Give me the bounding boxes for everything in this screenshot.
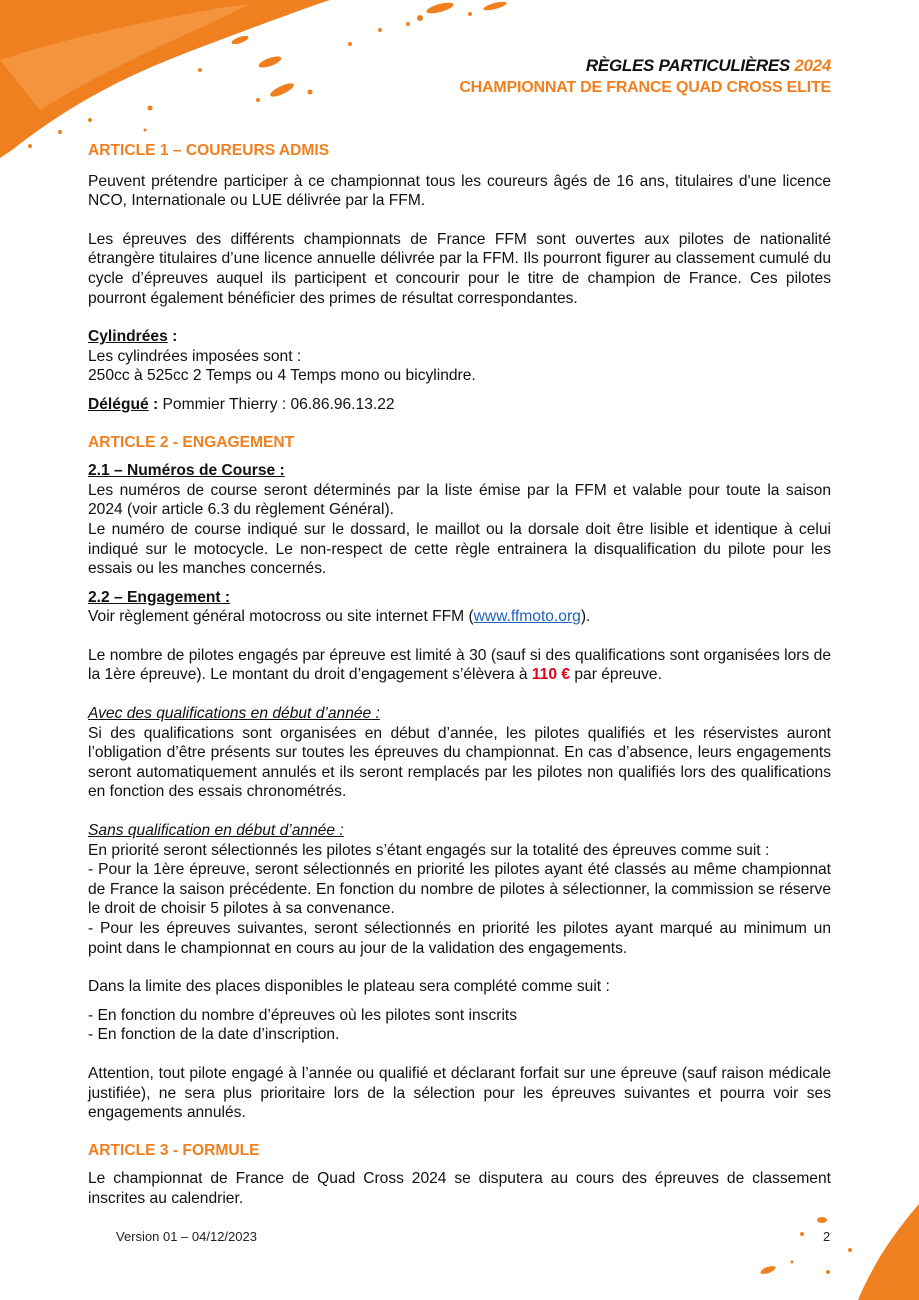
section-2-2-paragraph-2: Le nombre de pilotes engagés par épreuve est limité à 30 (sauf si des qualifications sont organisées lors de la 1ère épreuve). Le montant du droit d’engagement s’élèvera à 110 € par épreuve. (88, 646, 831, 684)
section-2-1-paragraph-1: Les numéros de course seront déterminés par la liste émise par la FFM et valable pour toute la saison 2024 (voir article 6.3 du règlement Général). (88, 481, 831, 519)
article1-paragraph-1: Peuvent prétendre participer à ce championnat tous les coureurs âgés de 16 ans, titulaires d'une licence NCO, Internationale ou LUE délivrée par la FFM. (88, 172, 831, 210)
footer-version: Version 01 – 04/12/2023 (116, 1229, 257, 1244)
delegue-label: Délégué (88, 395, 149, 413)
avec-qualifications-text: Si des qualifications sont organisées en début d’année, les pilotes qualifiés et les réservistes auront l’obligation d’être présents sur toutes les épreuves du championnat. En cas d’absence, leurs engagements seront automatiquement annulés et ils seront remplacés par les pilotes non qualifiés lors des qualifications en fonction des essais chronométrés. (88, 724, 831, 801)
section-2-2-paragraph-1: Voir règlement général motocross ou site internet FFM (www.ffmoto.org). (88, 608, 591, 626)
article1-title: ARTICLE 1 – COUREURS ADMIS (88, 142, 330, 159)
sans-qualification-line-3: - Pour les épreuves suivantes, seront sélectionnés en priorité les pilotes ayant marqué au minimum un point dans le championnat en cours au jour de la validation des engagements. (88, 920, 831, 957)
delegue-text: Pommier Thierry : 06.86.96.13.22 (158, 395, 395, 413)
cylindrees-label: Cylindrées (88, 328, 168, 346)
document-header (459, 56, 831, 97)
header-title: RÈGLES PARTICULIÈRES (585, 56, 790, 75)
section-2-2-title: 2.2 – Engagement : (88, 588, 231, 606)
cylindrees-heading (88, 327, 831, 347)
engagement-price: 110 € (531, 666, 571, 684)
article3-paragraph-1: Le championnat de France de Quad Cross 2024 se disputera au cours des épreuves de classement inscrites au calendrier. (88, 1170, 831, 1207)
article2-title: ARTICLE 2 - ENGAGEMENT (88, 433, 295, 451)
header-year: 2024 (794, 56, 831, 75)
cylindrees-line-2: 250cc à 525cc 2 Temps ou 4 Temps mono ou bicylindre. (88, 367, 476, 385)
sans-qualification-line-2: - Pour la 1ère épreuve, seront sélectionnés en priorité les pilotes ayant été classés au même championnat de France la saison précédente. En fonction du nombre de pilotes à sélectionner, la commission se réserve le droit de choisir 5 pilotes à sa convenance. (88, 861, 831, 918)
list-item: - En fonction de la date d’inscription. (88, 1026, 340, 1044)
page-number: 2 (823, 1229, 831, 1244)
header-title-line (459, 56, 831, 76)
limite-places-text: Dans la limite des places disponibles le plateau sera complété comme suit : (88, 978, 610, 996)
header-subtitle: CHAMPIONNAT DE FRANCE QUAD CROSS ELITE (459, 79, 831, 96)
article1-paragraph-2: Les épreuves des différents championnats de France FFM sont ouvertes aux pilotes de nationalité étrangère titulaires d’une licence annuelle délivrée par la FFM. Ils pourront figurer au classement cumulé du cycle d’épreuves auquel ils participent et concourir pour le titre de champion de France. Ces pilotes pourront également bénéficier des primes de résultat correspondantes. (88, 230, 831, 307)
cylindrees-colon: : (167, 328, 178, 346)
attention-paragraph: Attention, tout pilote engagé à l’année ou qualifié et déclarant forfait sur une épreuve (sauf raison médicale justifiée), ne sera plus prioritaire lors de la sélection pour les épreuves suivantes et pourra voir ses engagements annulés. (88, 1064, 831, 1122)
article3-title: ARTICLE 3 - FORMULE (88, 1141, 260, 1159)
list-item: - En fonction du nombre d’épreuves où les pilotes sont inscrits (88, 1006, 518, 1024)
orange-splash-bottom-right-icon (740, 1200, 919, 1300)
delegue-line (88, 395, 831, 415)
section-2-1-title: 2.1 – Numéros de Course : (88, 462, 285, 480)
document-body (88, 141, 831, 1209)
sans-qualification-title: Sans qualification en début d’année : (88, 822, 344, 840)
sans-qualification-line-1: En priorité seront sélectionnés les pilotes s’étant engagés sur la totalité des épreuves comme suit : (88, 841, 770, 859)
delegue-colon: : (148, 395, 159, 413)
ffmoto-link[interactable]: www.ffmoto.org (473, 608, 581, 626)
cylindrees-line-1: Les cylindrées imposées sont : (88, 347, 302, 365)
avec-qualifications-title: Avec des qualifications en début d’année : (88, 705, 380, 723)
section-2-1-paragraph-2: Le numéro de course indiqué sur le dossard, le maillot ou la dorsale doit être lisible et identique à celui indiqué sur le motocycle. Le non-respect de cette règle entrainera la disqualification du pilote pour les essais ou les manches concernés. (88, 520, 831, 578)
